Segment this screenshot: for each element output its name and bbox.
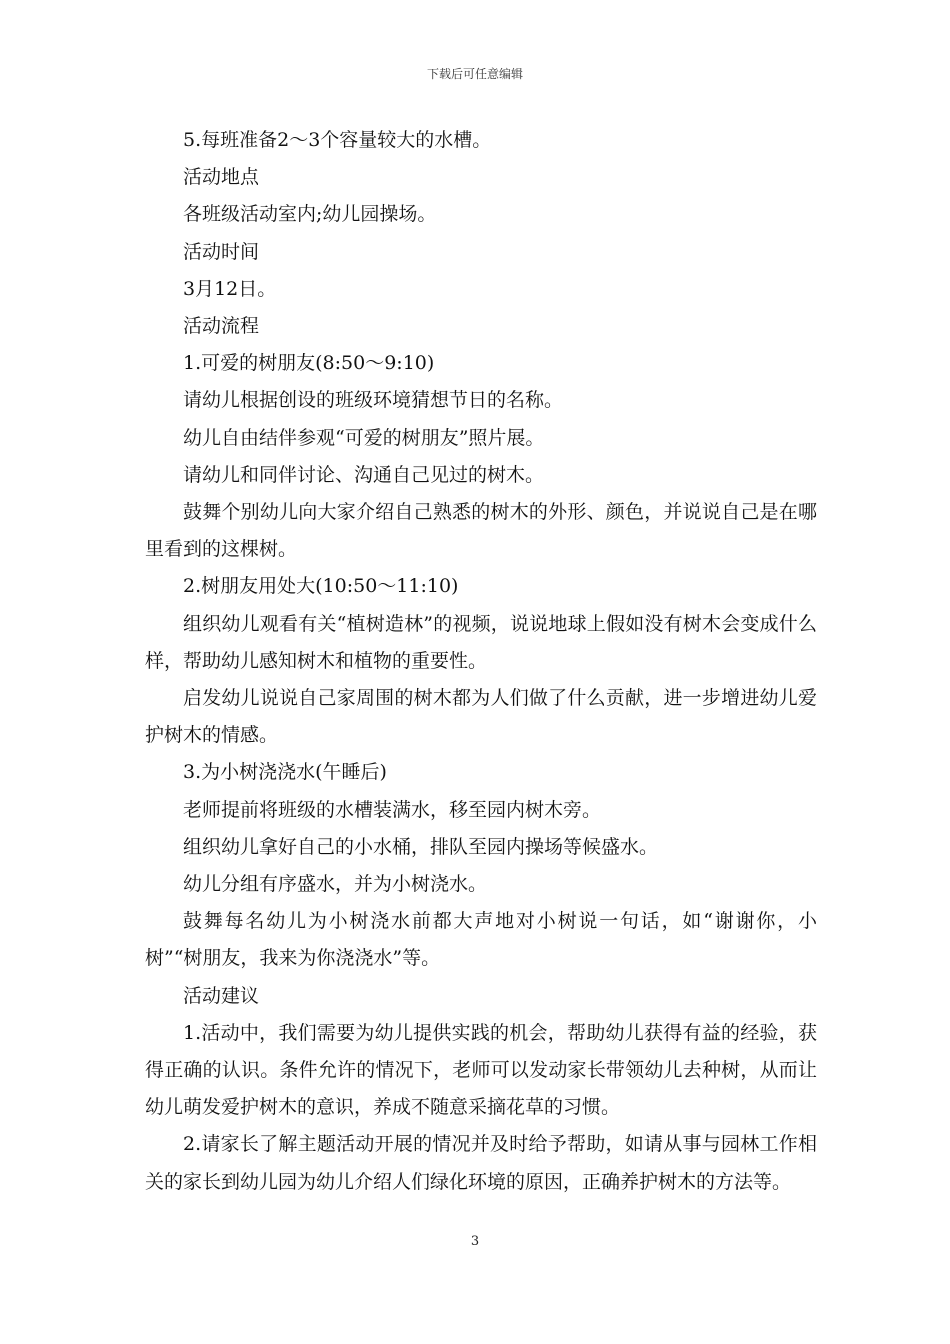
section-heading: 活动流程 xyxy=(183,315,260,338)
paragraph: 幼儿分组有序盛水，并为小树浇水。 xyxy=(183,873,488,896)
paragraph: 请幼儿根据创设的班级环境猜想节日的名称。 xyxy=(183,389,564,412)
paragraph: 鼓舞个别幼儿向大家介绍自己熟悉的树木的外形、颜色，并说说自己是在哪里看到的这棵树。 xyxy=(145,501,817,561)
step-heading: 1.可爱的树朋友(8:50～9:10) xyxy=(183,352,435,375)
section-heading: 活动时间 xyxy=(183,240,260,263)
paragraph: 3月12日。 xyxy=(183,277,277,300)
paragraph: 启发幼儿说说自己家周围的树木都为人们做了什么贡献，进一步增进幼儿爱护树木的情感。 xyxy=(145,687,817,747)
paragraph: 组织幼儿观看有关“植树造林”的视频，说说地球上假如没有树木会变成什么样，帮助幼儿感知树木和植物的重要性。 xyxy=(145,612,817,672)
paragraph: 鼓舞每名幼儿为小树浇水前都大声地对小树说一句话，如“谢谢你，小树”“树朋友，我来为你浇浇水”等。 xyxy=(145,910,817,970)
page-number: 3 xyxy=(470,1234,480,1249)
paragraph: 各班级活动室内;幼儿园操场。 xyxy=(183,203,437,226)
step-heading: 2.树朋友用处大(10:50～11:10) xyxy=(183,575,459,598)
paragraph: 组织幼儿拿好自己的小水桶，排队至园内操场等候盛水。 xyxy=(183,835,659,858)
section-heading: 活动地点 xyxy=(183,166,260,189)
paragraph: 2.请家长了解主题活动开展的情况并及时给予帮助，如请从事与园林工作相关的家长到幼儿园为幼儿介绍人们绿化环境的原因，正确养护树木的方法等。 xyxy=(145,1133,817,1193)
paragraph: 老师提前将班级的水槽装满水，移至园内树木旁。 xyxy=(183,798,602,821)
paragraph: 幼儿自由结伴参观“可爱的树朋友”照片展。 xyxy=(183,426,545,449)
paragraph: 5.每班准备2～3个容量较大的水槽。 xyxy=(183,129,492,151)
page-header: 下载后可任意编辑 xyxy=(426,67,523,81)
document-body xyxy=(145,122,817,1201)
step-heading: 3.为小树浇浇水(午睡后) xyxy=(183,761,387,784)
paragraph: 请幼儿和同伴讨论、沟通自己见过的树木。 xyxy=(183,463,545,486)
paragraph: 1.活动中，我们需要为幼儿提供实践的机会，帮助幼儿获得有益的经验，获得正确的认识。条件允许的情况下，老师可以发动家长带领幼儿去种树，从而让幼儿萌发爱护树木的意识，养成不随意采摘花草的习惯。 xyxy=(145,1021,817,1119)
section-heading: 活动建议 xyxy=(183,984,260,1007)
